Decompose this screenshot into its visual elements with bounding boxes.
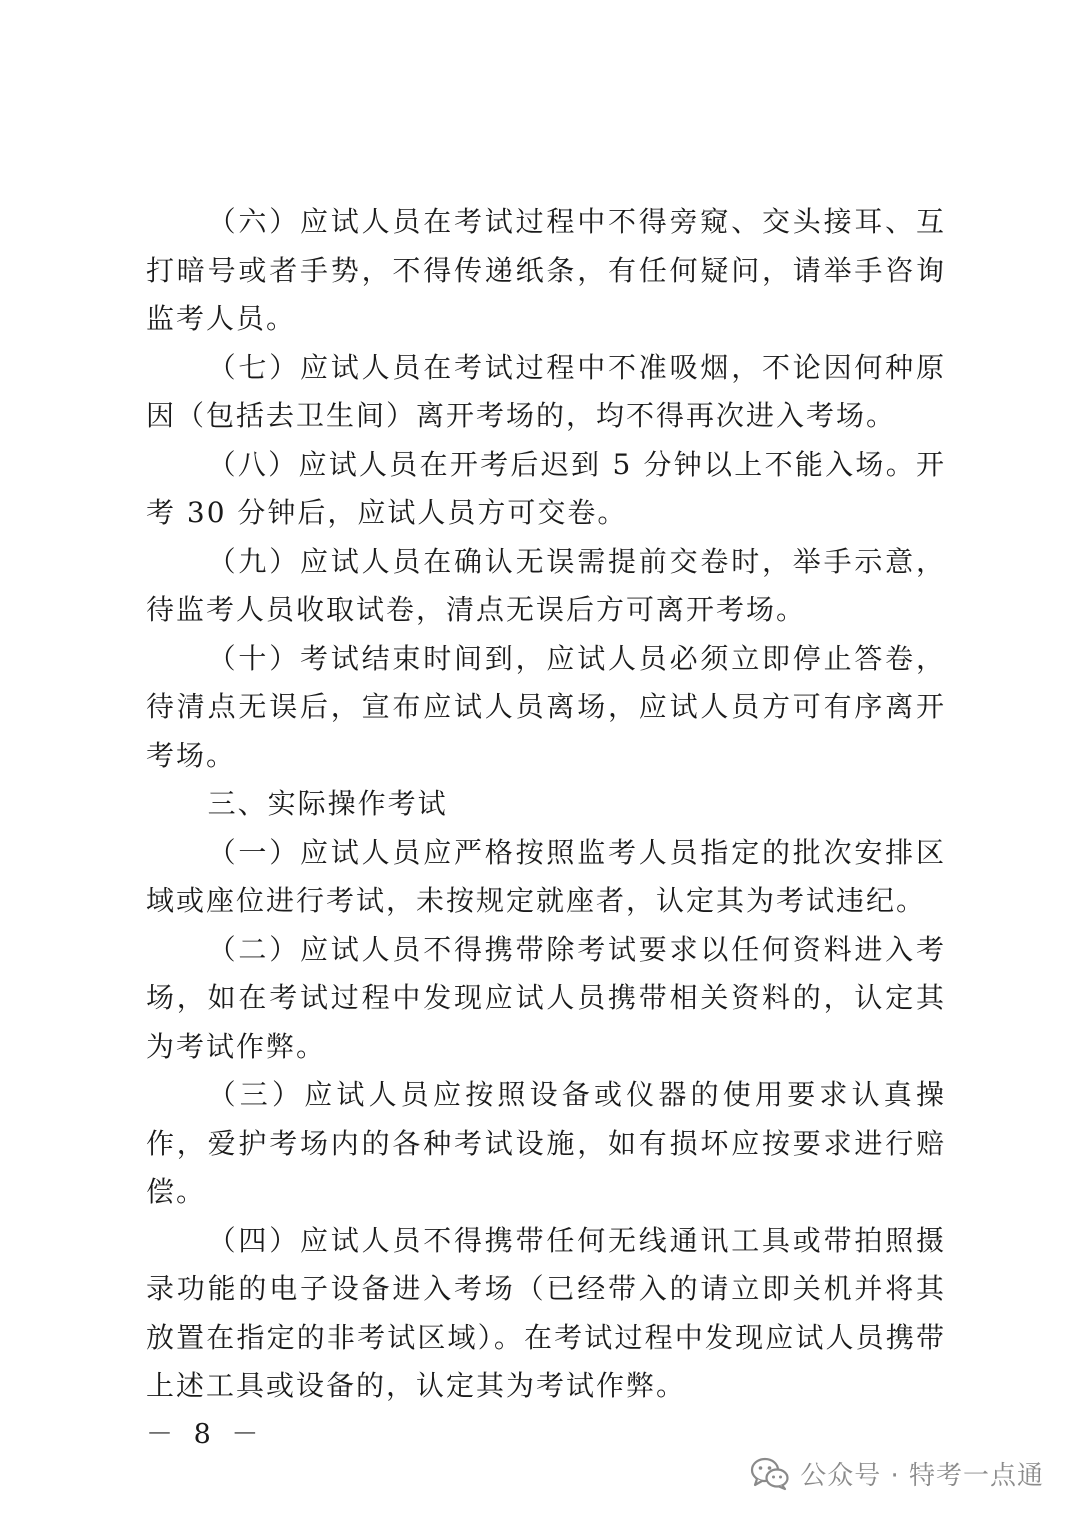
document-body bbox=[146, 198, 946, 1411]
paragraph-six: （六）应试人员在考试过程中不得旁窥、交头接耳、互打暗号或者手势，不得传递纸条，有任何疑问，请举手咨询监考人员。 bbox=[146, 205, 946, 335]
section-heading: 三、实际操作考试 bbox=[207, 787, 448, 820]
section-paragraph-four: （四）应试人员不得携带任何无线通讯工具或带拍照摄录功能的电子设备进入考场（已经带入的请立即关机并将其放置在指定的非考试区域）。在考试过程中发现应试人员携带上述工具或设备的，认定其为考试作弊。 bbox=[146, 1223, 946, 1402]
section-paragraph-three: （三）应试人员应按照设备或仪器的使用要求认真操作，爱护考场内的各种考试设施，如有损坏应按要求进行赔偿。 bbox=[146, 1078, 946, 1208]
page-number: － 8 － bbox=[146, 1419, 265, 1450]
paragraph-seven: （七）应试人员在考试过程中不准吸烟，不论因何种原因（包括去卫生间）离开考场的，均不得再次进入考场。 bbox=[146, 350, 946, 432]
wechat-icon bbox=[750, 1457, 790, 1491]
section-paragraph-two: （二）应试人员不得携带除考试要求以任何资料进入考场，如在考试过程中发现应试人员携带相关资料的，认定其为考试作弊。 bbox=[146, 932, 946, 1063]
section-paragraph-one: （一）应试人员应严格按照监考人员指定的批次安排区域或座位进行考试，未按规定就座者，认定其为考试违纪。 bbox=[146, 835, 946, 917]
paragraph-ten: （十）考试结束时间到，应试人员必须立即停止答卷，待清点无误后，宣布应试人员离场，应试人员方可有序离开考场。 bbox=[146, 641, 946, 772]
watermark bbox=[750, 1455, 1044, 1492]
paragraph-eight: （八）应试人员在开考后迟到 5 分钟以上不能入场。开考 30 分钟后，应试人员方可交卷。 bbox=[146, 447, 946, 529]
paragraph-nine: （九）应试人员在确认无误需提前交卷时，举手示意，待监考人员收取试卷，清点无误后方可离开考场。 bbox=[146, 544, 946, 626]
watermark-text: 公众号 · 特考一点通 bbox=[800, 1461, 1044, 1491]
